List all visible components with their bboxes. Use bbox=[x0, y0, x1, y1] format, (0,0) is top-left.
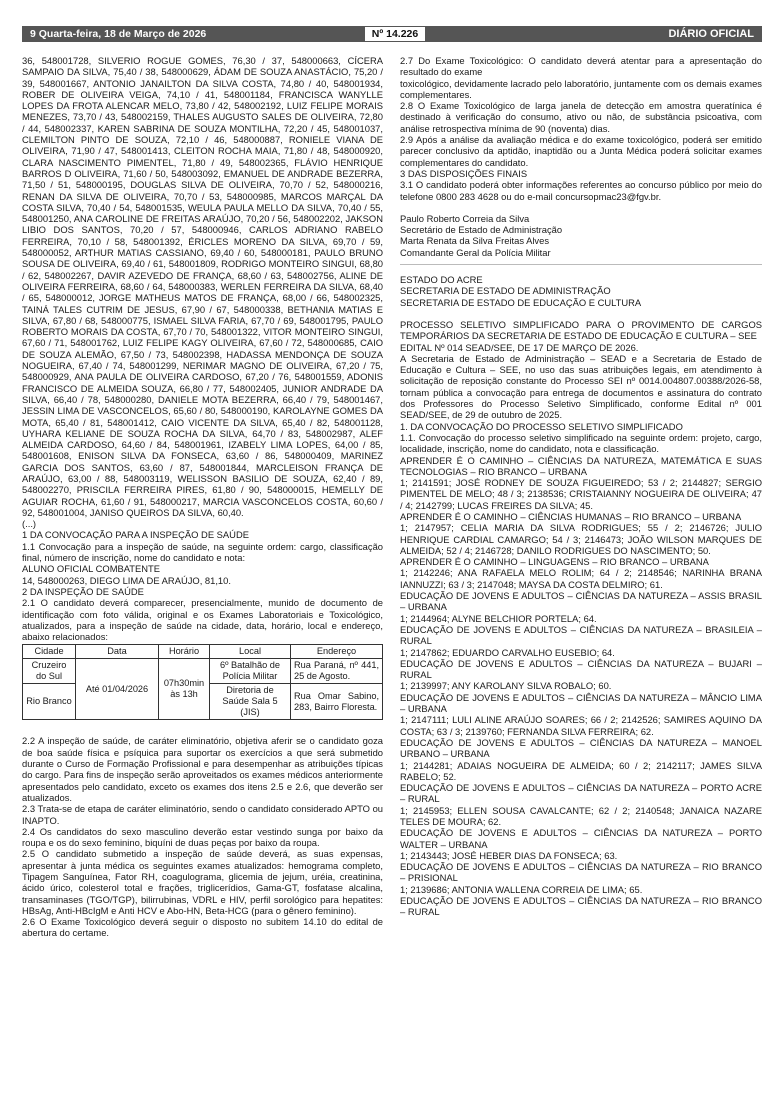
paragraph: 2.3 Trata-se de etapa de caráter eliminatório, sendo o candidato considerado APTO ou INAPTO. bbox=[22, 803, 383, 826]
edital-title: EDITAL Nº 014 SEAD/SEE, DE 17 DE MARÇO DE 2026. bbox=[400, 341, 639, 353]
signatory-role: Secretário de Estado de Administração bbox=[400, 224, 563, 236]
paragraph: 2.1 O candidato deverá comparecer, presencialmente, munido de documento de identificação com foto válida, original e os Exames Laboratoriais e Toxicológico, atualizados, para a inspeção de saúde na cidade, data, horário, local e endereço, abaixo relacionados: bbox=[22, 597, 383, 643]
group-list: 1; 2147862; EDUARDO CARVALHO EUSEBIO; 64. bbox=[400, 646, 615, 658]
candidate-line: 14, 548000263, DIEGO LIMA DE ARAÚJO, 81,10. bbox=[22, 574, 231, 586]
cell-city: Cruzeiro do Sul bbox=[23, 659, 76, 684]
group-title: EDUCAÇÃO DE JOVENS E ADULTOS – CIÊNCIAS DA NATUREZA – RIO BRANCO – PRISIONAL bbox=[400, 861, 762, 884]
group-list: 1; 2141591; JOSÉ RODNEY DE SOUZA FIGUEIREDO; 53 / 2; 2144827; SERGIO PIMENTEL DE MELO; 48 / 3; 2138536; CRISTAIANNY NOGUEIRA DE OLIVEIRA; 47 / 4; 2142799; LUCAS FREIRES DA SILVA; 45. bbox=[400, 477, 762, 511]
group-title: EDUCAÇÃO DE JOVENS E ADULTOS – CIÊNCIAS DA NATUREZA – MÂNCIO LIMA – URBANA bbox=[400, 691, 762, 715]
col-header-address: Endereço bbox=[291, 645, 383, 659]
schedule-table bbox=[22, 644, 383, 720]
divider bbox=[400, 264, 762, 265]
left-column bbox=[22, 55, 383, 939]
paragraph: 2.4 Os candidatos do sexo masculino deverão estar vestindo sunga por baixo da roupa e os do sexo feminino, biquíni de duas peças por baixo da roupa. bbox=[22, 825, 383, 849]
cell-address: Rua Omar Sabino, 283, Bairro Floresta. bbox=[291, 684, 383, 720]
page-header bbox=[22, 26, 762, 42]
convocation-groups bbox=[400, 455, 762, 918]
cargo-title: ALUNO OFICIAL COMBATENTE bbox=[22, 563, 161, 575]
group-list: 1; 2144964; ALYNE BELCHIOR PORTELA; 64. bbox=[400, 612, 597, 624]
group-title: APRENDER É O CAMINHO – CIÊNCIAS HUMANAS – RIO BRANCO – URBANA bbox=[400, 510, 742, 522]
group-title: EDUCAÇÃO DE JOVENS E ADULTOS – CIÊNCIAS DA NATUREZA – PORTO ACRE – RURAL bbox=[400, 782, 762, 805]
group-title: APRENDER É O CAMINHO – LINGUAGENS – RIO BRANCO – URBANA bbox=[400, 556, 709, 568]
org-name: SECRETARIA DE ESTADO DE ADMINISTRAÇÃO bbox=[400, 285, 611, 297]
col-header-date: Data bbox=[76, 645, 159, 659]
process-title: PROCESSO SELETIVO SIMPLIFICADO PARA O PROVIMENTO DE CARGOS TEMPORÁRIOS DA SECRETARIA DE ESTADO DE EDUCAÇÃO E CULTURA – SEE bbox=[400, 318, 762, 342]
cell-address: Rua Paraná, nº 441, 25 de Agosto. bbox=[291, 659, 383, 684]
group-title: EDUCAÇÃO DE JOVENS E ADULTOS – CIÊNCIAS DA NATUREZA – BRASILEIA – RURAL bbox=[400, 623, 762, 647]
signatory-name: Marta Renata da Silva Freitas Alves bbox=[400, 235, 550, 247]
classification-list: 36, 548001728, SILVERIO ROGUE GOMES, 76,30 / 37, 548000663, CÍCERA SAMPAIO DA SILVA, 75,40 / 38, 548000629, ÁDAM DE SOUZA ANASTÁCIO, 75,20 / 39, 548001667, ANTONIO JANAILTON DA SILVA COSTA, 74,80 / 40, 548001934, ROBER DE OLIVEIRA VEIGA, 74,10 / 41, 548001184, FRANCISCA WANYLLE LOPES DA FROTA ALENCAR MELO, 73,80 / 42, 548002192, LUIZ FELIPE MORAIS MENEZES, 73,70 / 43, 548002159, THALES AUGUSTO SALES DE OLIVEIRA, 72,80 / 44, 548002337, KAREN SABRINA DE SOUZA MONTILHA, 72,20 / 45, 548001037, CLEMILTON PINTO DE SOUZA, 72,10 / 46, 548000887, RONIELE VIANA DE OLIVEIRA, 71,90 / 47, 548001413, CLEITON ROCHA MAIA, 71,80 / 48, 548000920, CLARA NASCIMENTO PIMENTEL, 71,80 / 49, 548002365, FLÁVIO HENRIQUE BARROS D OLIVEIRA, 71,60 / 50, 548003092, EMANUEL DE ANDRADE BEZERRA, 71,50 / 51, 548000195, DOUGLAS SILVA DE OLIVEIRA, 70,70 / 52, 548000216, RENAN DA SILVA DE OLIVEIRA, 70,70 / 53, 548000985, MARCOS MARÇAL DA COSTA SILVA, 70,40 / 54, 548001535, WEULA PAULA MELLO DA SILVA, 70,40 / 55, 548001250, ANA CAROLINE DE FREITAS ARAÚJO, 70,20 / 56, 548002202, JAKSON LIBIO DOS SANTOS, 70,20 / 57, 548000946, CARLOS ADRIANO RABELO FERREIRA, 70,10 / 58, 548001392, ÉRICLES MORENO DA SILVA, 69,70 / 59, 548000052, ARTHUR MATIAS CASSIANO, 69,40 / 60, 548000181, PAULO BRUNO SOUSA DE OLIVEIRA, 69,40 / 61, 548001809, RODRIGO MONTEIRO SINGUI, 68,80 / 62, 548002267, DAVIR AZEVEDO DE FRANÇA, 68,60 / 63, 548002756, ALINE DE OLIVEIRA FERREIRA, 68,60 / 64, 548000383, WERLEN FERREIRA DA SILVA, 68,40 / 65, 548000012, JORGE MATHEUS MATOS DE FRANÇA, 68,00 / 66, 548002325, TAINÁ TALES CUTRIM DE JESUS, 67,90 / 67, 548000338, BETHANIA MATIAS E SILVA, 67,80 / 68, 548000775, ISMAEL SILVA FARIA, 67,70 / 69, 548001795, PAULO ROBERTO MORAIS DA COSTA, 67,70 / 70, 548001322, VITOR MONTEIRO SINGUI, 67,60 / 71, 548001762, LUIZ FELIPE KAGY OLIVEIRA, 67,60 / 72, 548000685, CAIO DE SOUZA ALEMÃO, 67,50 / 73, 548002398, HADASSA MENDONÇA DE SOUZA NOGUEIRA, 67,40 / 74, 548001299, NERIMAR MAGNO DE OLIVEIRA, 67,20 / 75, 548000929, ANA PAULA DE OLIVEIRA CARDOSO, 67,20 / 76, 548001559, ADONIS FRANCISCO DE ALMEIDA SOUZA, 66,80 / 77, 548002405, JUNIOR ANDRADE DA SILVA, 66,40 / 78, 548000280, DANIELE MOTA BEZERRA, 66,40 / 79, 548001467, JESSIN LIMA DE VASCONCELOS, 65,60 / 80, 548000190, KAROLAYNE GOMES DA MOTA, 65,40 / 81, 548001412, CAIO VICENTE DA SILVA, 65,40 / 82, 548001128, UYHARA KELIANE DE SOUZA ROCHA DA SILVA, 64,70 / 83, 548002987, ALEF ALMEIDA CARDOSO, 64,60 / 84, 548001961, IZABELY LIMA LOPES, 64,00 / 85, 548001608, ENISON SILVA DA FONSECA, 63,60 / 86, 548000409, MARINEZ GARCIA DOS SANTOS, 63,60 / 87, 548001844, MARCLEISON FRANÇA DE ARAÚJO, 63,00 / 88, 548003119, WELISSON BASILIO DE SOUZA, 62,40 / 89, 548002270, PRISCILA FERREIRA PIRES, 61,80 / 90, 548000015, HEMELLY DE AGUIAR ROCHA, 61,60 / 91, 548000217, MARCIA VASCONCELOS COSTA, 60,60 / 92, 548001004, JANISO QUEIROS DA SILVA, 60,40. bbox=[22, 55, 383, 518]
paragraph: 2.6 O Exame Toxicológico deverá seguir o disposto no subitem 14.10 do edital de abertura do certame. bbox=[22, 916, 383, 939]
group-list: 1; 2147957; CELIA MARIA DA SILVA RODRIGUES; 55 / 2; 2146726; JULIO HENRIQUE CARDIAL CAMARGO; 54 / 3; 2146473; JOÃO WILSON MARQUES DE ALMEIDA; 52 / 4; 2146728; DANILO RODRIGUES DO NASCIMENTO; 50. bbox=[400, 522, 762, 556]
group-list: 1; 2142246; ANA RAFAELA MELO ROLIM; 64 / 2; 2148546; NARINHA BRANA IANNUZZI; 63 / 3; 2147048; MAYSA DA COSTA DELMIRO; 61. bbox=[400, 567, 762, 590]
group-title: EDUCAÇÃO DE JOVENS E ADULTOS – CIÊNCIAS DA NATUREZA – BUJARI – RURAL bbox=[400, 657, 762, 681]
col-header-time: Horário bbox=[159, 645, 210, 659]
org-name: ESTADO DO ACRE bbox=[400, 274, 483, 286]
table-header-row bbox=[23, 645, 383, 659]
paragraph: A Secretaria de Estado de Administração – SEAD e a Secretaria de Estado de Educação e Cultura – SEE, no uso das suas atribuições legais, em atendimento à solicitação de reposição constante do Processo SEI nº 0014.004807.00388/2026-58, tornam pública a convocação para entrega de documentos e assinatura do contrato dos Professores do Processo Seletivo Simplificado, conforme Edital nº 001 SEAD/SEE, de 29 de outubro de 2025. bbox=[400, 352, 762, 421]
section-title: 1. DA CONVOCAÇÃO DO PROCESSO SELETIVO SIMPLIFICADO bbox=[400, 420, 683, 432]
group-list: 1; 2145953; ELLEN SOUSA CAVALCANTE; 62 / 2; 2140548; JANAICA NAZARE TELES DE MOURA; 62. bbox=[400, 804, 762, 827]
col-header-local: Local bbox=[210, 645, 291, 659]
org-name: SECRETARIA DE ESTADO DE EDUCAÇÃO E CULTURA bbox=[400, 296, 642, 308]
issue-number: Nº 14.226 bbox=[365, 27, 425, 41]
paragraph: 2.7 Do Exame Toxicológico: O candidato deverá atentar para a apresentação do resultado do exame bbox=[400, 55, 762, 78]
group-title: EDUCAÇÃO DE JOVENS E ADULTOS – CIÊNCIAS DA NATUREZA – MANOEL URBANO – URBANA bbox=[400, 736, 762, 760]
cell-local: Diretoria de Saúde Sala 5 (JIS) bbox=[210, 684, 291, 720]
paragraph: toxicológico, devidamente lacrado pelo laboratório, juntamente com os demais exames complementares. bbox=[400, 77, 762, 100]
paragraph: 2.8 O Exame Toxicológico de larga janela de detecção em amostra queratínica é destinado à verificação do consumo, ativo ou não, de substância psicoativa, com análise retrospectiva mínima de 90 (noventa) dias. bbox=[400, 100, 762, 134]
group-list: 1; 2139686; ANTONIA WALLENA CORREIA DE LIMA; 65. bbox=[400, 883, 643, 895]
paragraph: 3.1 O candidato poderá obter informações referentes ao concurso público por meio do telefone 0800 283 4628 ou do e-mail concursopmac23@fgv.br. bbox=[400, 179, 762, 202]
cell-city: Rio Branco bbox=[23, 684, 76, 720]
section-title: 1 DA CONVOCAÇÃO PARA A INSPEÇÃO DE SAÚDE bbox=[22, 529, 249, 541]
paragraph: 2.9 Após a análise da avaliação médica e do exame toxicológico, poderá ser emitido parecer conclusivo da aptidão, inaptidão ou a Junta Médica poderá solicitar exames complementares do candidato. bbox=[400, 134, 762, 168]
section-title: 2 DA INSPEÇÃO DE SAÚDE bbox=[22, 585, 144, 597]
group-list: 1; 2143443; JOSÉ HEBER DIAS DA FONSECA; 63. bbox=[400, 849, 618, 861]
group-title: EDUCAÇÃO DE JOVENS E ADULTOS – CIÊNCIAS DA NATUREZA – ASSIS BRASIL – URBANA bbox=[400, 590, 762, 613]
signatory-name: Paulo Roberto Correia da Silva bbox=[400, 212, 530, 224]
paragraph: 1.1 Convocação para a inspeção de saúde, na seguinte ordem: cargo, classificação final, número de inscrição, nome do candidato e nota: bbox=[22, 540, 383, 564]
signatory-role: Comandante Geral da Polícia Militar bbox=[400, 246, 551, 258]
paragraph: 2.2 A inspeção de saúde, de caráter eliminatório, objetiva aferir se o candidato goza de boa saúde física e psíquica para suportar os exercícios a que será submetido durante o Curso de Formação Profissional e para desempenhar as atribuições típicas do cargo. Para fins de inspeção serão aproveitados os exames médicos anteriormente apresentados pelo candidato, exceto os exames dos itens 2.5 e 2.6, que deverão ser atualizados. bbox=[22, 735, 383, 803]
group-list: 1; 2139997; ANY KAROLANY SILVA ROBALO; 60. bbox=[400, 680, 612, 692]
paragraph: 1.1. Convocação do processo seletivo simplificado na seguinte ordem: projeto, cargo, localidade, inscrição, nome do candidato, nota e classificação. bbox=[400, 431, 762, 455]
group-title: EDUCAÇÃO DE JOVENS E ADULTOS – CIÊNCIAS DA NATUREZA – PORTO WALTER – URBANA bbox=[400, 827, 762, 850]
group-list: 1; 2144281; ADAIAS NOGUEIRA DE ALMEIDA; 60 / 2; 2142117; JAMES SILVA RABELO; 52. bbox=[400, 759, 762, 782]
cell-local: 6º Batalhão de Polícia Militar bbox=[210, 659, 291, 684]
col-header-city: Cidade bbox=[23, 645, 76, 659]
ellipsis: (...) bbox=[22, 518, 37, 530]
page-date: 9 Quarta-feira, 18 de Março de 2026 bbox=[30, 28, 207, 40]
group-title: APRENDER É O CAMINHO – CIÊNCIAS DA NATUREZA, MATEMÁTICA E SUAS TECNOLOGIAS – RIO BRANCO – URBANA bbox=[400, 454, 762, 477]
section-title: 3 DAS DISPOSIÇÕES FINAIS bbox=[400, 167, 528, 179]
group-list: 1; 2147111; LULI ALINE ARAÚJO SOARES; 66 / 2; 2142526; SAMIRES AQUINO DA COSTA; 63 / 3; 2139760; FERNANDA SILVA FERREIRA; 62. bbox=[400, 714, 762, 737]
table-row bbox=[23, 659, 383, 684]
journal-title: DIÁRIO OFICIAL bbox=[668, 28, 754, 40]
cell-time: 07h30min às 13h bbox=[159, 659, 210, 720]
cell-date: Até 01/04/2026 bbox=[76, 659, 159, 720]
paragraph: 2.5 O candidato submetido a inspeção de saúde deverá, as suas expensas, apresentar à junta médica os seguintes exames atualizados: hemograma completo, Tipagem Sanguínea, Fator RH, coagulograma, glicemia de jejum, uréia, creatinina, ácido úrico, colesterol total e frações, triglicerídios, Gama-GT, fosfatase alcalina, transaminases (TGO/TGP), bilirrubinas, VDRL e HIV, perfil sorológico para hepatites: HBsAg, Anti-HBcIgM e Anti HCV e Abo-HN, Beta-HCG (para o gênero feminino). bbox=[22, 848, 383, 916]
group-title: EDUCAÇÃO DE JOVENS E ADULTOS – CIÊNCIAS DA NATUREZA – RIO BRANCO – RURAL bbox=[400, 895, 762, 918]
right-column bbox=[400, 55, 762, 918]
